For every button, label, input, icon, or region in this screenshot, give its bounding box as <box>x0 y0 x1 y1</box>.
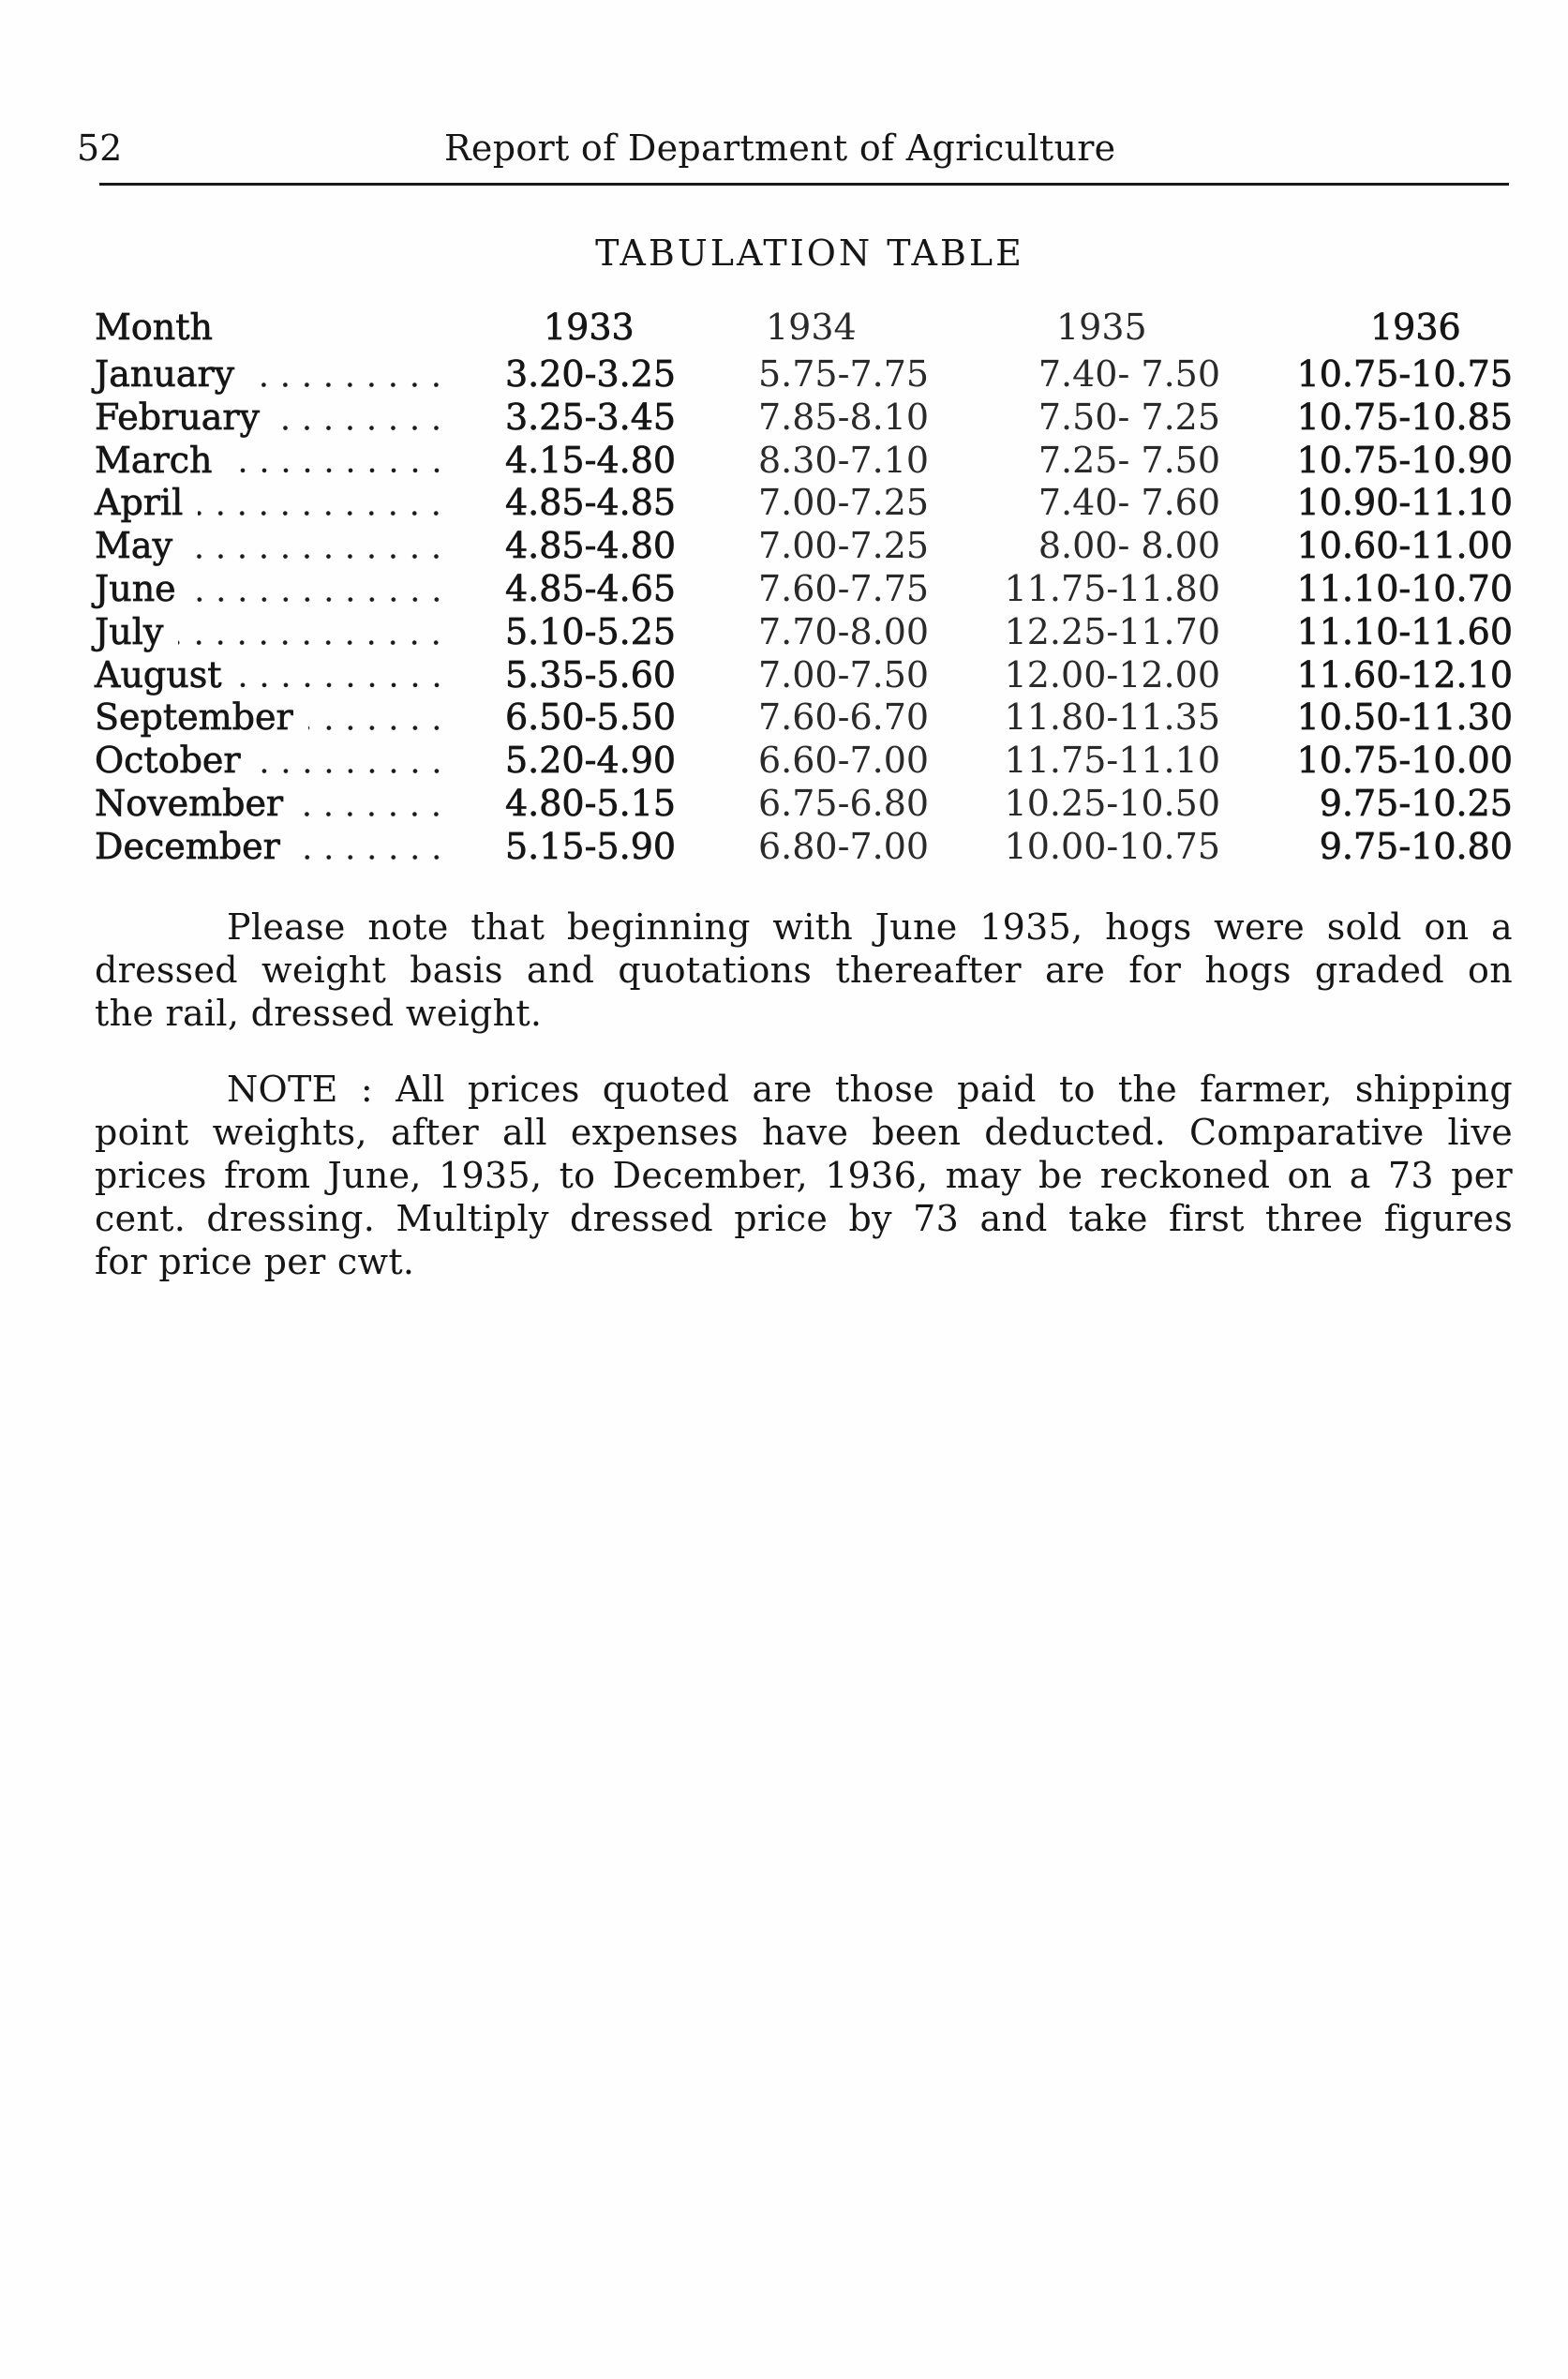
month-cell <box>95 826 447 869</box>
note-line: dressed weight basis and quotations thereafter are for hogs graded on <box>95 950 1513 991</box>
dot-leader <box>237 654 448 697</box>
price-range-cell-1934: 7.00-7.25 <box>758 482 930 524</box>
month-cell <box>95 396 447 440</box>
table-title: TABULATION TABLE <box>595 232 1024 274</box>
price-range-cell-1934: 7.70-8.00 <box>758 610 930 652</box>
price-range-cell-1935: 12.25-11.70 <box>1004 610 1220 652</box>
column-header-year: 1933 <box>544 307 635 348</box>
price-range-cell-1935: 7.25- 7.50 <box>1038 439 1220 481</box>
note-line: the rail, dressed weight. <box>95 993 543 1034</box>
page-number: 52 <box>77 127 123 169</box>
month-cell <box>95 740 447 783</box>
running-head: Report of Department of Agriculture <box>444 127 1116 169</box>
table-row <box>0 740 1568 783</box>
table-header-row <box>0 302 1568 353</box>
price-range-cell-1935: 7.40- 7.60 <box>1038 482 1220 524</box>
month-label: August <box>95 653 222 696</box>
month-label: December <box>95 825 280 867</box>
column-header-year: 1935 <box>1056 307 1147 348</box>
price-range-cell-1936: 9.75-10.80 <box>1319 825 1513 867</box>
price-range-cell-1933: 5.15-5.90 <box>505 825 677 867</box>
price-range-cell-1935: 10.25-10.50 <box>1004 782 1220 824</box>
price-range-cell-1934: 7.00-7.50 <box>758 653 930 696</box>
month-cell <box>95 482 447 525</box>
month-label: January <box>95 353 235 395</box>
price-range-cell-1934: 6.60-7.00 <box>758 740 930 782</box>
dot-leader <box>275 396 447 440</box>
dot-leader <box>298 783 447 826</box>
table-row <box>0 353 1568 396</box>
month-label: November <box>95 782 284 824</box>
price-range-cell-1933: 3.20-3.25 <box>505 353 677 395</box>
table-row <box>0 654 1568 697</box>
dot-leader <box>198 482 447 525</box>
price-range-cell-1936: 10.60-11.00 <box>1296 525 1513 567</box>
table-row <box>0 396 1568 440</box>
note-line: NOTE : All prices quoted are those paid to the farmer, shipping <box>227 1069 1513 1110</box>
month-cell <box>95 611 447 654</box>
note-line: for price per cwt. <box>95 1241 415 1282</box>
month-label: March <box>95 439 213 481</box>
month-cell <box>95 696 447 740</box>
price-range-cell-1934: 7.85-8.10 <box>758 396 930 438</box>
dot-leader <box>256 740 447 783</box>
table-row <box>0 826 1568 869</box>
price-range-cell-1933: 3.25-3.45 <box>505 396 677 438</box>
tabulation-table-body <box>0 353 1568 869</box>
price-range-cell-1934: 8.30-7.10 <box>758 439 930 481</box>
dot-leader <box>178 611 447 654</box>
price-range-cell-1936: 10.50-11.30 <box>1296 696 1513 739</box>
table-row <box>0 568 1568 611</box>
price-range-cell-1935: 11.75-11.10 <box>1004 740 1220 782</box>
price-range-cell-1933: 4.15-4.80 <box>505 439 677 481</box>
note-paragraph-prices-quoted <box>95 1068 1513 1283</box>
month-label: September <box>95 696 293 739</box>
note-line: Please note that beginning with June 1935, hogs were sold on a <box>227 906 1513 948</box>
column-header-year: 1936 <box>1370 307 1461 348</box>
price-range-cell-1934: 6.80-7.00 <box>758 825 930 867</box>
dot-leader <box>249 353 447 396</box>
price-range-cell-1934: 5.75-7.75 <box>758 353 930 395</box>
month-cell <box>95 654 447 697</box>
table-row <box>0 482 1568 525</box>
price-range-cell-1933: 4.85-4.65 <box>505 567 677 609</box>
price-range-cell-1935: 12.00-12.00 <box>1004 653 1220 696</box>
month-cell <box>95 568 447 611</box>
column-header-month: Month <box>95 307 214 348</box>
note-line: point weights, after all expenses have been deducted. Comparative live <box>95 1112 1513 1153</box>
price-range-cell-1936: 11.10-11.60 <box>1296 610 1513 652</box>
month-cell <box>95 440 447 483</box>
column-header-year: 1934 <box>766 307 857 348</box>
month-cell <box>95 525 447 568</box>
month-label: June <box>95 567 176 609</box>
price-range-cell-1935: 11.80-11.35 <box>1004 696 1220 739</box>
price-range-cell-1933: 4.85-4.85 <box>505 482 677 524</box>
table-row <box>0 611 1568 654</box>
price-range-cell-1934: 7.00-7.25 <box>758 525 930 567</box>
price-range-cell-1936: 9.75-10.25 <box>1319 782 1513 824</box>
dot-leader <box>228 440 448 483</box>
month-cell <box>95 783 447 826</box>
month-label: April <box>95 482 184 524</box>
month-cell <box>95 353 447 396</box>
table-row <box>0 440 1568 483</box>
price-range-cell-1933: 4.85-4.80 <box>505 525 677 567</box>
price-range-cell-1934: 7.60-7.75 <box>758 567 930 609</box>
dot-leader <box>295 826 447 869</box>
dot-leader <box>191 568 447 611</box>
table-row <box>0 783 1568 826</box>
price-range-cell-1935: 10.00-10.75 <box>1004 825 1220 867</box>
price-range-cell-1936: 10.90-11.10 <box>1296 482 1513 524</box>
dot-leader <box>308 696 447 740</box>
price-range-cell-1934: 6.75-6.80 <box>758 782 930 824</box>
month-label: February <box>95 396 261 438</box>
price-range-cell-1936: 10.75-10.00 <box>1296 740 1513 782</box>
price-range-cell-1933: 4.80-5.15 <box>505 782 677 824</box>
price-range-cell-1933: 5.20-4.90 <box>505 740 677 782</box>
price-range-cell-1936: 10.75-10.90 <box>1296 439 1513 481</box>
price-range-cell-1933: 6.50-5.50 <box>505 696 677 739</box>
price-range-cell-1936: 10.75-10.75 <box>1296 353 1513 395</box>
price-range-cell-1936: 11.10-10.70 <box>1296 567 1513 609</box>
price-range-cell-1933: 5.10-5.25 <box>505 610 677 652</box>
price-range-cell-1936: 11.60-12.10 <box>1296 653 1513 696</box>
price-range-cell-1933: 5.35-5.60 <box>505 653 677 696</box>
note-line: prices from June, 1935, to December, 1936, may be reckoned on a 73 per <box>95 1155 1513 1196</box>
price-range-cell-1935: 11.75-11.80 <box>1004 567 1220 609</box>
price-range-cell-1935: 7.40- 7.50 <box>1038 353 1220 395</box>
dot-leader <box>187 525 447 568</box>
table-row <box>0 696 1568 740</box>
price-range-cell-1935: 7.50- 7.25 <box>1038 396 1220 438</box>
month-label: May <box>95 525 173 567</box>
header-rule <box>99 183 1509 186</box>
month-label: October <box>95 740 241 782</box>
note-line: cent. dressing. Multiply dressed price by 73 and take first three figures <box>95 1198 1513 1239</box>
note-paragraph-hogs-dressed-weight <box>95 905 1513 1035</box>
price-range-cell-1935: 8.00- 8.00 <box>1038 525 1220 567</box>
price-range-cell-1936: 10.75-10.85 <box>1296 396 1513 438</box>
price-range-cell-1934: 7.60-6.70 <box>758 696 930 739</box>
table-row <box>0 525 1568 568</box>
month-label: July <box>95 610 164 652</box>
